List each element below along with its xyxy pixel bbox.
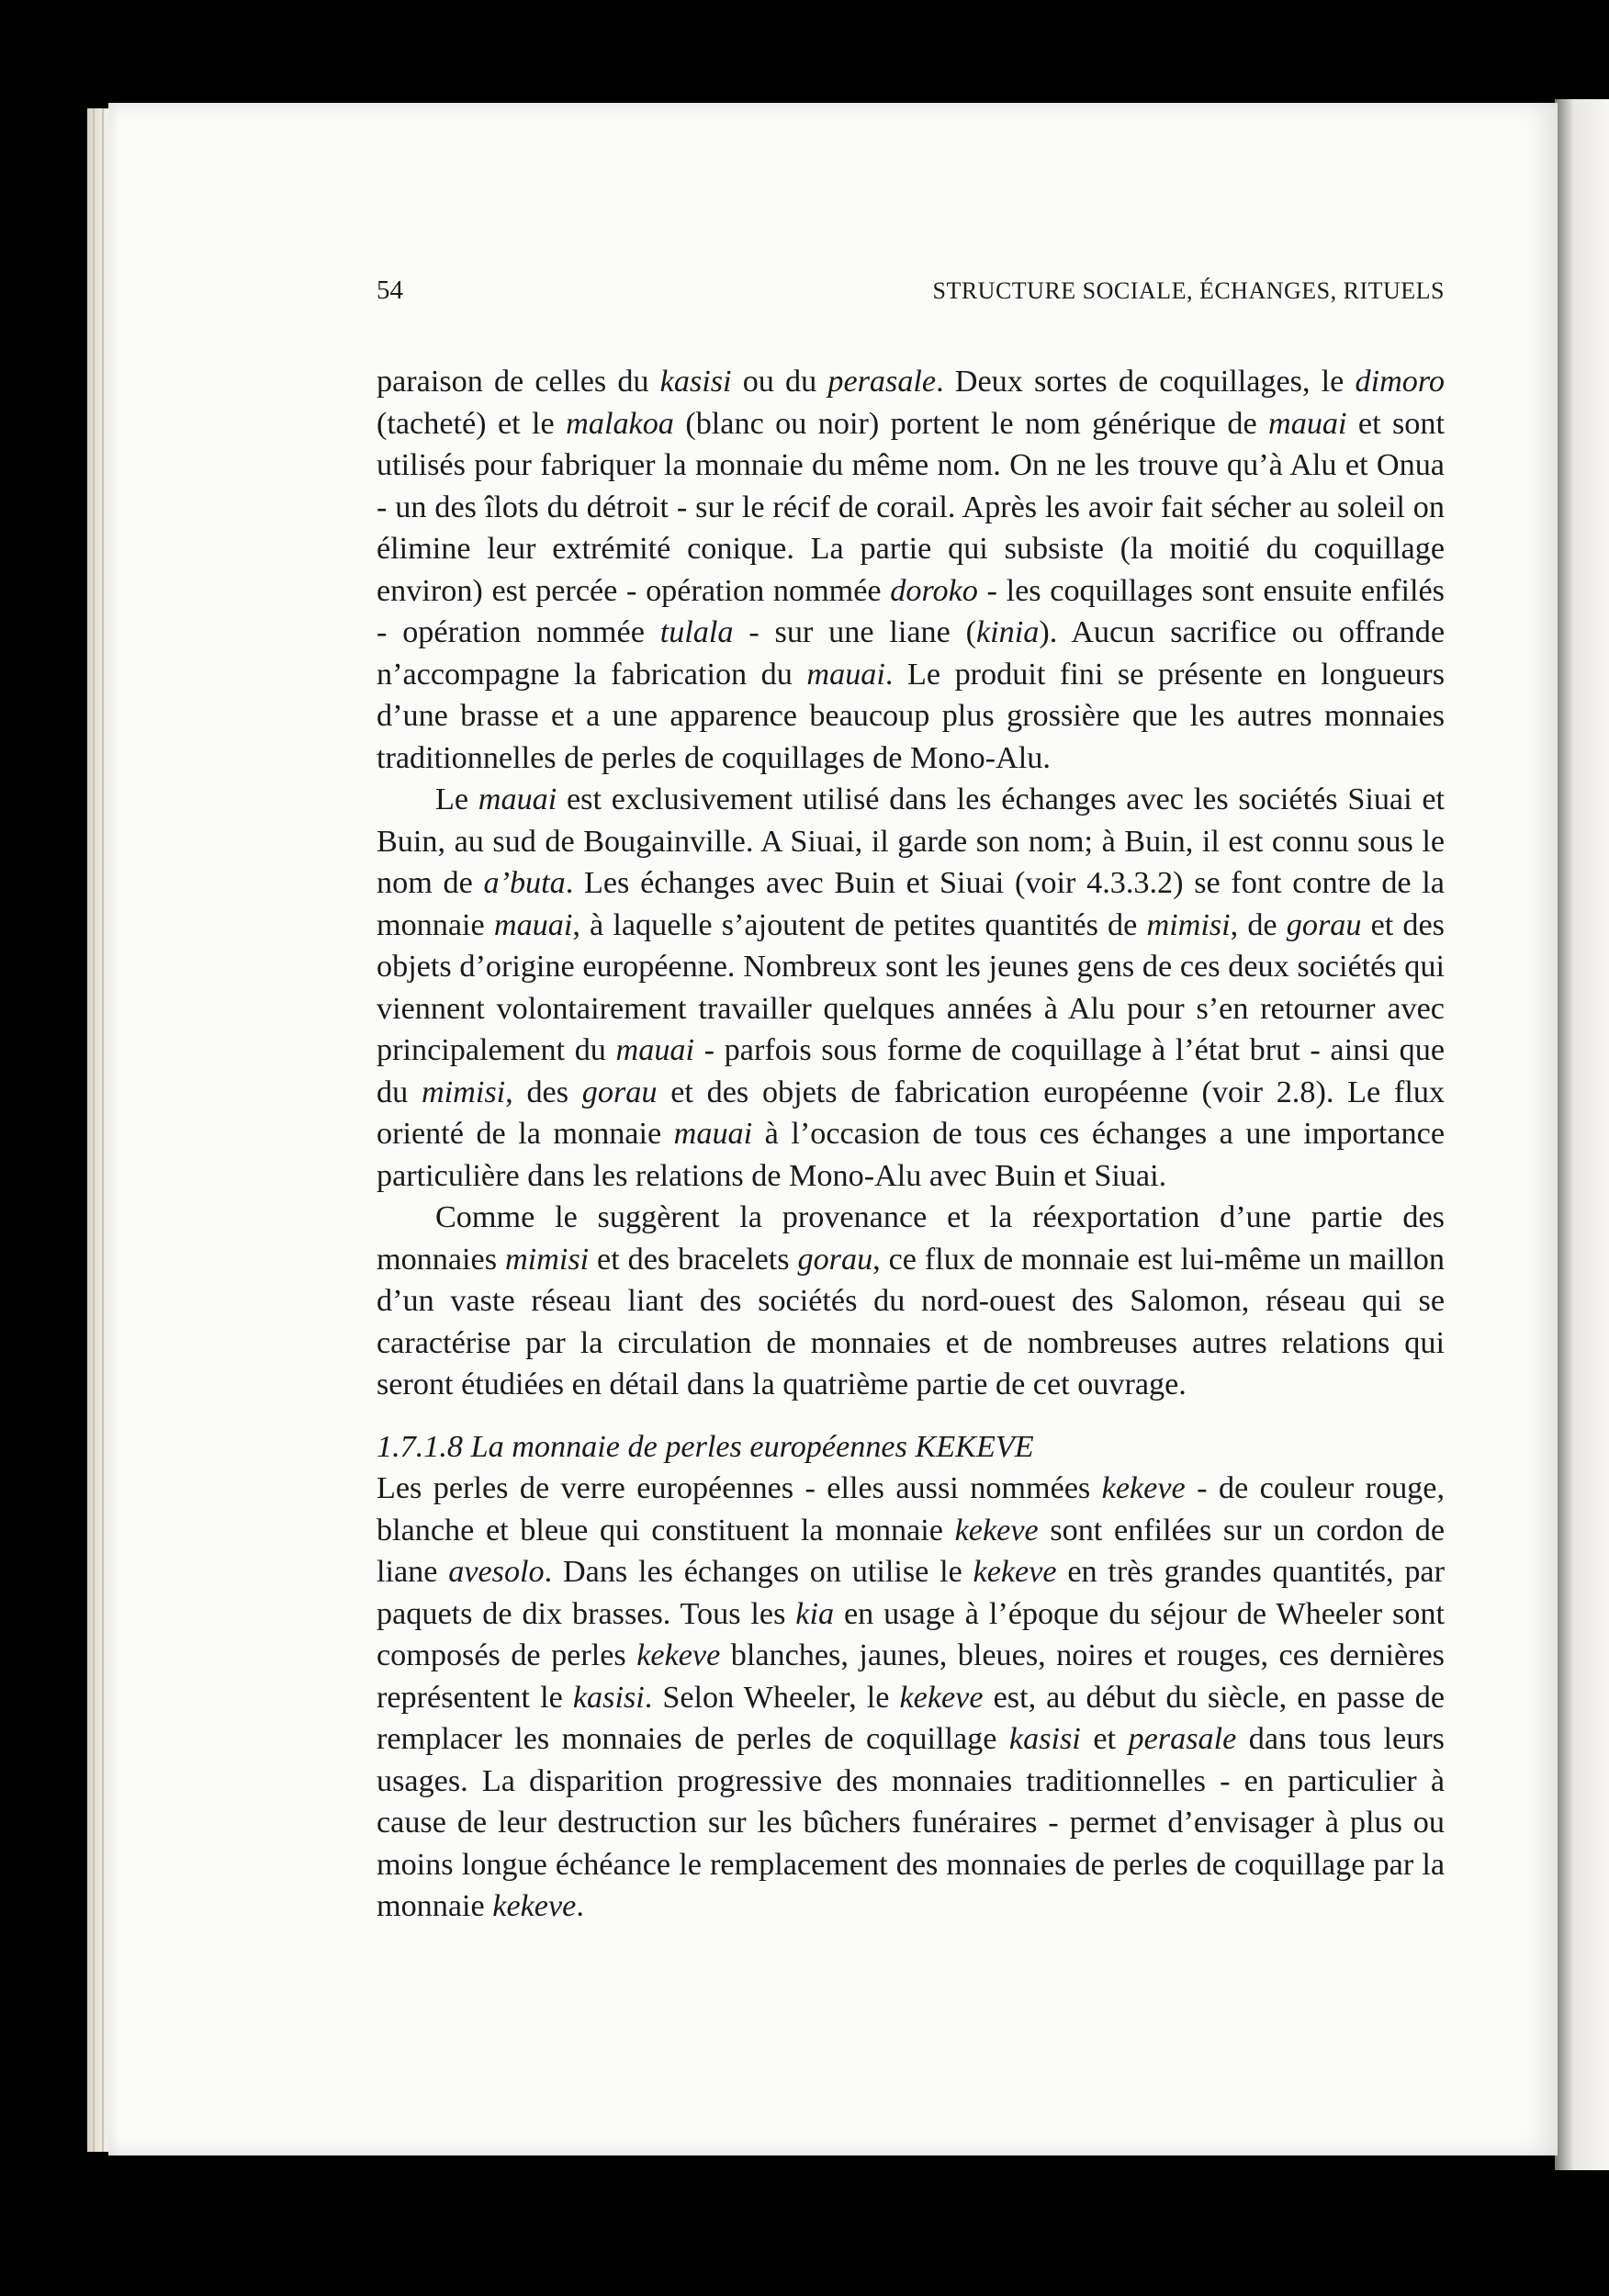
italic-term: mauai	[615, 1033, 694, 1067]
text-run: .	[576, 1889, 584, 1923]
text-run: Les perles de verre européennes - elles aussi nommées	[377, 1471, 1102, 1505]
italic-term: mimisi	[504, 1242, 590, 1277]
italic-term: perasale	[827, 365, 937, 399]
italic-term: dimoro	[1355, 365, 1445, 399]
italic-term: perasale	[1128, 1722, 1237, 1756]
text-run: et sont utilisés pour fabriquer la monnaie du même nom. On ne les trouve qu’à Alu et Onua - un des îlots du détroit - sur le récif de corail. Après les avoir fait sécher au soleil on élimine leur extrémité conique. La partie qui subsiste (la moitié du coquillage environ) est percée - opération nommée	[377, 406, 1445, 608]
italic-term: kekeve	[1101, 1471, 1186, 1505]
page-header	[377, 276, 1445, 312]
italic-term: kekeve	[899, 1680, 984, 1715]
paragraph	[377, 779, 1445, 1197]
italic-term: kekeve	[973, 1555, 1057, 1589]
facing-page-edge	[1555, 99, 1609, 2170]
text-run: . Deux sortes de coquillages, le	[936, 365, 1356, 399]
text-run: , ce flux de monnaie est lui-même un maillon d’un vaste réseau liant des sociétés du nord-ouest des Salomon, réseau qui se caractérise par la circulation de monnaies et de nombreuses autres relations qui seront étudiées en détail dans la quatrième partie de cet ouvrage.	[377, 1242, 1445, 1401]
italic-term: malakoa	[566, 406, 674, 441]
text-run: Le	[435, 782, 478, 816]
italic-term: kekeve	[954, 1513, 1039, 1548]
text-run: . Le produit fini se présente en longueurs d’une brasse et a une apparence beaucoup plus grossière que les autres monnaies traditionnelles de perles de coquillages de Mono-Alu.	[377, 657, 1445, 775]
italic-term: gorau	[581, 1075, 658, 1109]
text-run: en très grandes quantités, par paquets de dix brasses. Tous les	[377, 1555, 1445, 1631]
text-run: , de	[1230, 907, 1287, 942]
text-run: . Dans les échanges on utilise le	[544, 1555, 973, 1589]
text-run: (tacheté) et le	[377, 406, 567, 441]
text-run: - les coquillages sont ensuite enfilés - opération nommée	[377, 573, 1445, 649]
italic-term: kasisi	[572, 1680, 645, 1715]
text-run: et des objets de fabrication européenne (voir 2.8). Le flux orienté de la monnaie	[377, 1075, 1446, 1151]
italic-term: kekeve	[636, 1638, 721, 1672]
italic-term: mimisi	[421, 1075, 506, 1109]
text-run: ou du	[731, 365, 828, 399]
italic-term: a’buta	[483, 866, 566, 900]
text-run: - parfois sous forme de coquillage à l’état brut - ainsi que du	[377, 1033, 1445, 1109]
text-run: 1.7.1.8 La monnaie de perles européennes KEKEVE	[377, 1429, 1034, 1464]
italic-term: avesolo	[448, 1555, 545, 1589]
italic-term: doroko	[890, 573, 978, 608]
text-run: est, au début du siècle, en passe de remplacer les monnaies de perles de coquillage	[377, 1680, 1445, 1756]
italic-term: mauai	[673, 1117, 753, 1151]
text-run: . Selon Wheeler, le	[644, 1680, 900, 1715]
text-run: à l’occasion de tous ces échanges a une importance particulière dans les relations de Mono-Alu avec Buin et Siuai.	[377, 1117, 1446, 1193]
page-number: 54	[377, 276, 403, 305]
text-run: blanches, jaunes, bleues, noires et rouges, ces dernières représentent le	[377, 1638, 1445, 1715]
italic-term: gorau	[1286, 907, 1362, 942]
text-run: est exclusivement utilisé dans les échanges avec les sociétés Siuai et Buin, au sud de Bougainville. A Siuai, il garde son nom; à Buin, il est connu sous le nom de	[377, 782, 1445, 900]
running-title: STRUCTURE SOCIALE, ÉCHANGES, RITUELS	[932, 277, 1445, 304]
text-run: et des bracelets	[589, 1242, 798, 1277]
italic-term: kinia	[976, 615, 1040, 649]
italic-term: mauai	[493, 907, 573, 942]
italic-term: kasisi	[659, 365, 732, 399]
text-run: Comme le suggèrent la provenance et la réexportation d’une partie des monnaies	[377, 1200, 1445, 1277]
text-run: ). Aucun sacrifice ou offrande n’accompagne la fabrication du	[377, 615, 1445, 692]
text-run: dans tous leurs usages. La disparition progressive des monnaies traditionnelles - en particulier à cause de leur destruction sur les bûchers funéraires - permet d’envisager à plus ou moins longue échéance le remplacement des monnaies de perles de coquillage par la monnaie	[377, 1722, 1445, 1923]
text-run: (blanc ou noir) portent le nom générique de	[673, 406, 1269, 441]
paragraph	[377, 1468, 1445, 1928]
text-run: paraison de celles du	[377, 365, 660, 399]
paragraph	[377, 361, 1445, 779]
text-run: et	[1080, 1722, 1129, 1756]
italic-term: tulala	[659, 615, 734, 649]
text-run: , des	[505, 1075, 582, 1109]
paragraph	[377, 1197, 1445, 1406]
text-run: - de couleur rouge, blanche et bleue qui constituent la monnaie	[377, 1471, 1445, 1548]
body-text	[377, 361, 1445, 1928]
italic-term: mimisi	[1146, 907, 1231, 942]
italic-term: kekeve	[492, 1889, 577, 1923]
section-heading	[377, 1426, 1445, 1469]
text-run: - sur une liane (	[733, 615, 976, 649]
italic-term: kasisi	[1008, 1722, 1081, 1756]
italic-term: mauai	[478, 782, 557, 816]
italic-term: kia	[795, 1596, 835, 1631]
italic-term: gorau	[797, 1242, 873, 1277]
text-run: . Les échanges avec Buin et Siuai (voir 4.3.3.2) se font contre de la monnaie	[377, 866, 1445, 942]
italic-term: mauai	[1268, 406, 1347, 441]
text-run: sont enfilées sur un cordon de liane	[377, 1513, 1446, 1589]
text-run: en usage à l’époque du séjour de Wheeler sont composés de perles	[377, 1596, 1445, 1672]
text-run: , à laquelle s’ajoutent de petites quantités de	[572, 907, 1147, 942]
text-run: et des objets d’origine européenne. Nombreux sont les jeunes gens de ces deux sociétés qui viennent volontairement travailler quelques années à Alu pour s’en retourner avec principalement du	[377, 907, 1445, 1067]
italic-term: mauai	[806, 657, 885, 692]
